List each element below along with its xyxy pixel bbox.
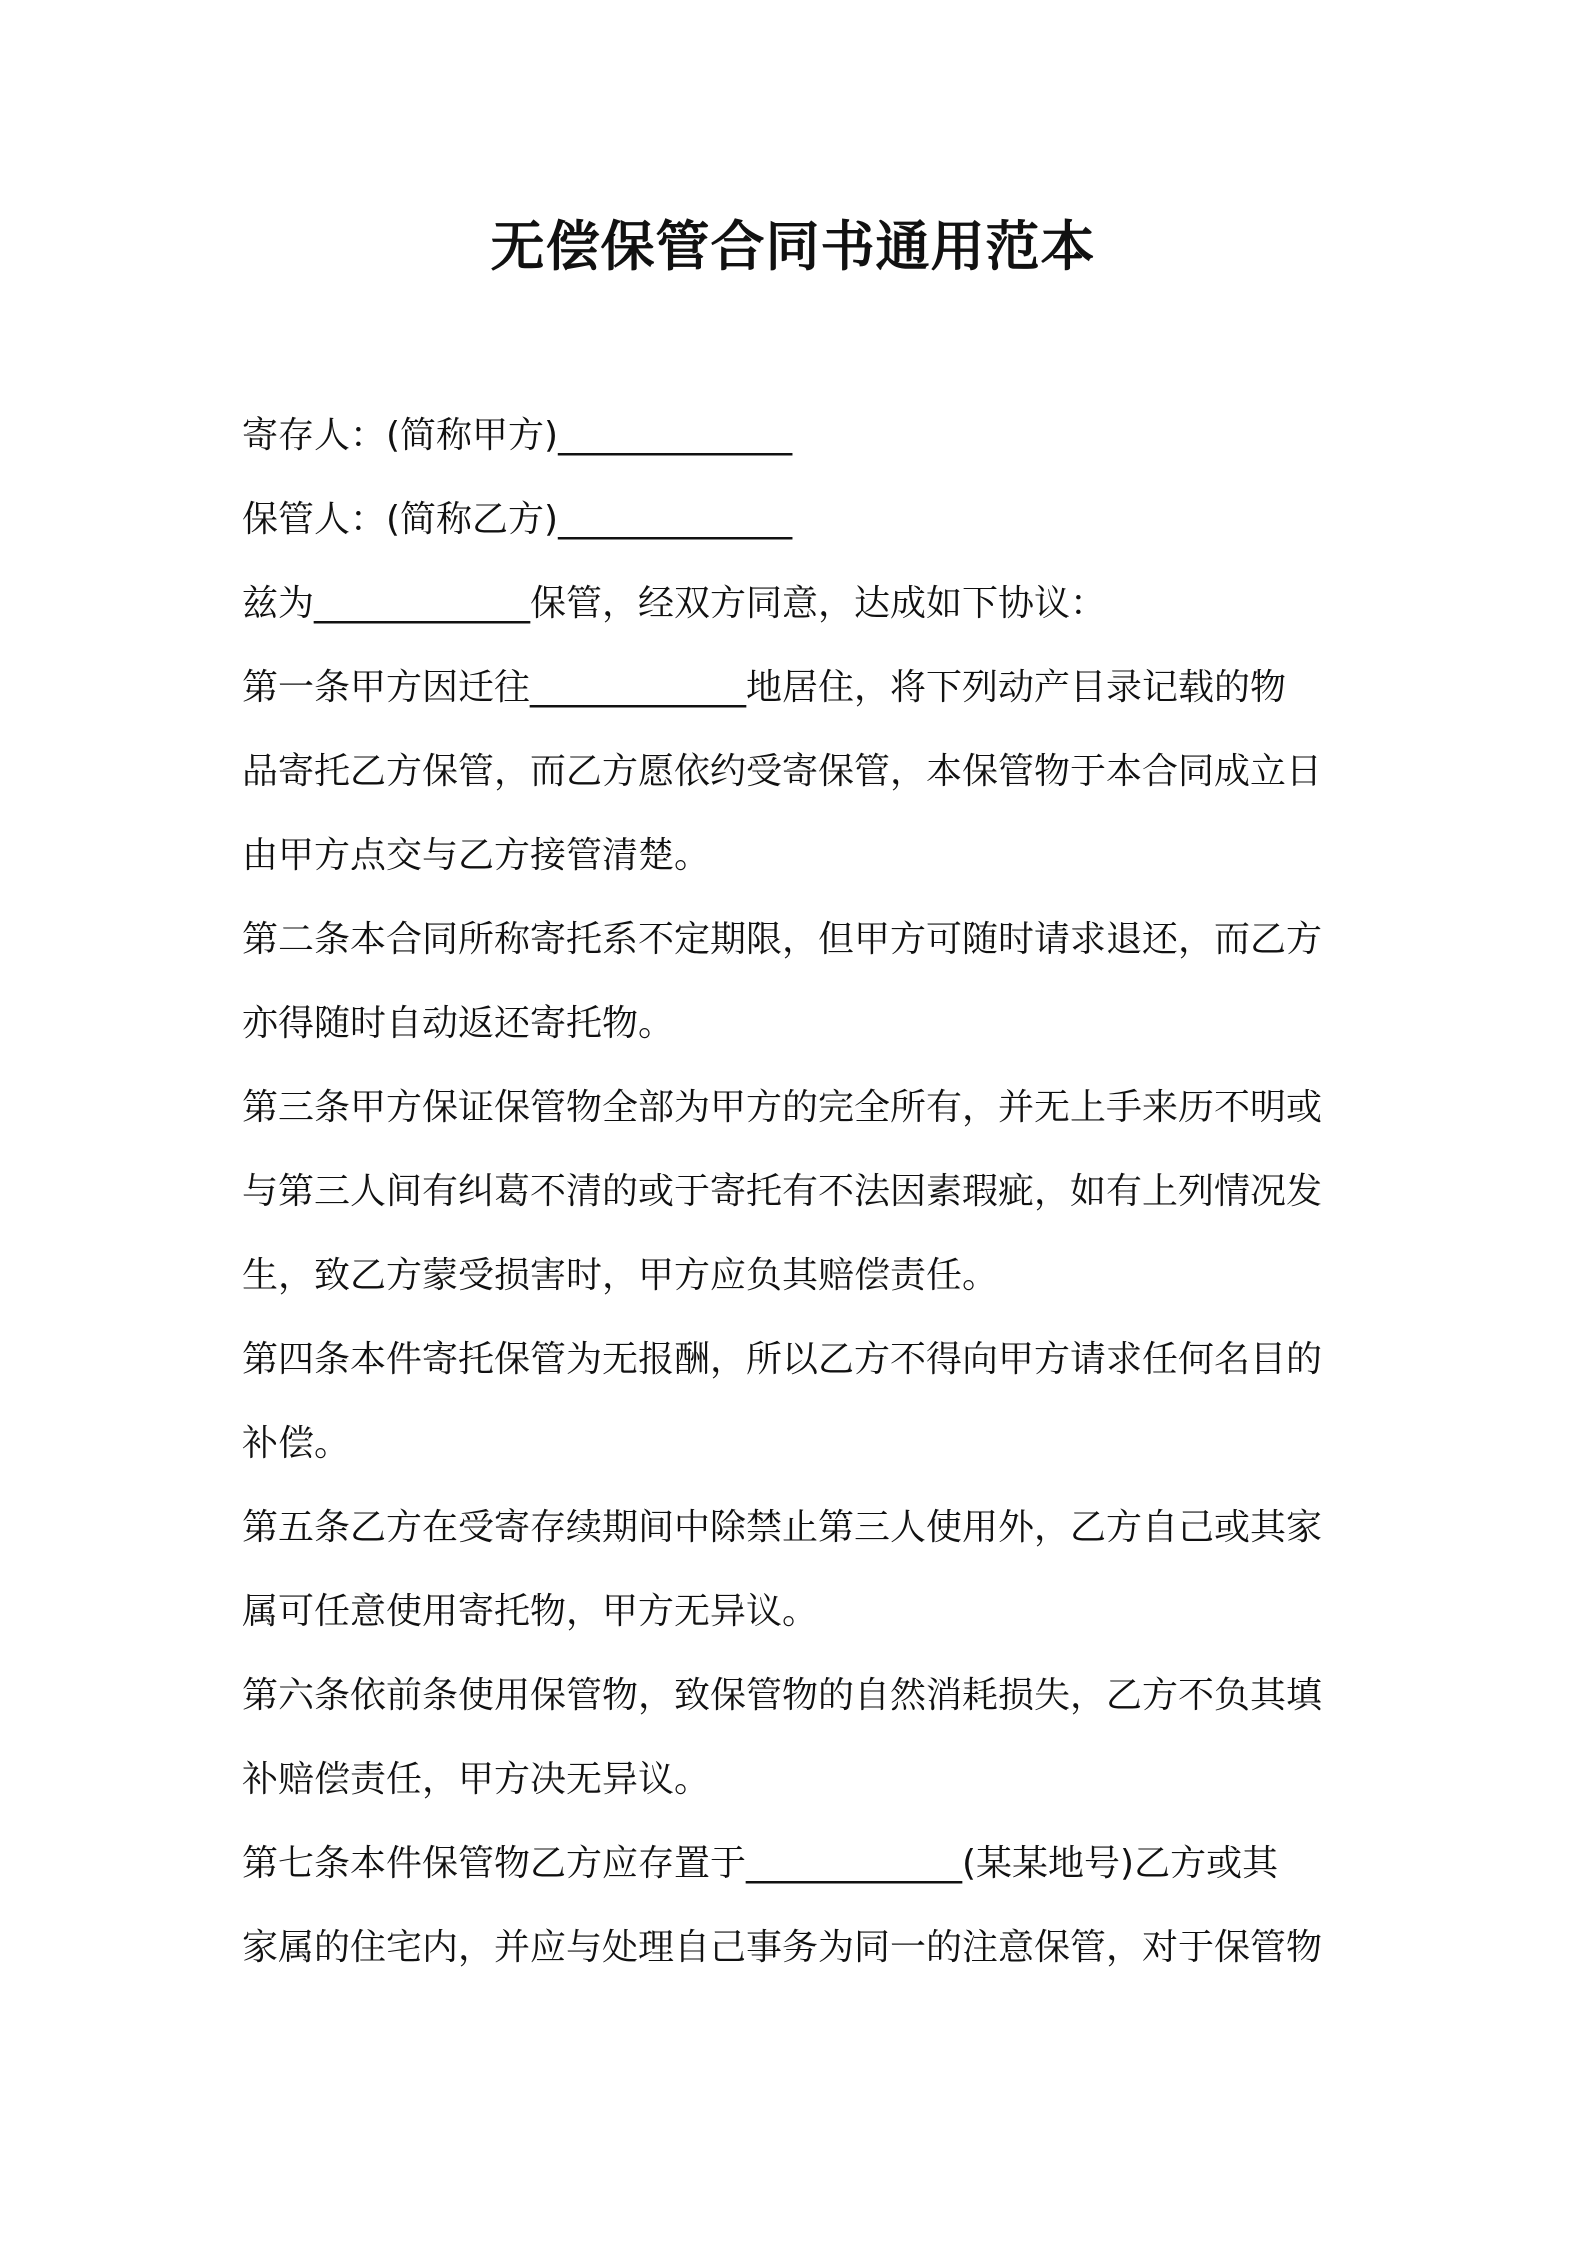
article-5-line-1: 第五条乙方在受寄存续期间中除禁止第三人使用外，乙方自己或其家: [242, 1507, 1323, 1548]
page-title: 无偿保管合同书通用范本: [490, 215, 1096, 278]
article-7-line-2: 家属的住宅内，并应与处理自己事务为同一的注意保管，对于保管物: [242, 1927, 1323, 1968]
article-1-line-1: 第一条甲方因迁往____________地居住，将下列动产目录记载的物: [242, 667, 1287, 708]
article-4-line-2: 补偿。: [242, 1423, 351, 1464]
article-5-line-2: 属可任意使用寄托物，甲方无异议。: [242, 1591, 819, 1632]
article-1-line-3: 由甲方点交与乙方接管清楚。: [242, 835, 711, 876]
article-1-line-2: 品寄托乙方保管，而乙方愿依约受寄保管，本保管物于本合同成立日: [242, 751, 1323, 792]
article-3-line-2: 与第三人间有纠葛不清的或于寄托有不法因素瑕疵，如有上列情况发: [242, 1171, 1323, 1212]
article-2-line-1: 第二条本合同所称寄托系不定期限，但甲方可随时请求退还，而乙方: [242, 919, 1323, 960]
article-4-line-1: 第四条本件寄托保管为无报酬，所以乙方不得向甲方请求任何名目的: [242, 1339, 1323, 1380]
custodian-line: 保管人：(简称乙方)_____________: [242, 499, 793, 540]
article-6-line-2: 补赔偿责任，甲方决无异议。: [242, 1759, 711, 1800]
article-2-line-2: 亦得随时自动返还寄托物。: [242, 1003, 675, 1044]
article-6-line-1: 第六条依前条使用保管物，致保管物的自然消耗损失，乙方不负其填: [242, 1675, 1323, 1716]
article-3-line-3: 生，致乙方蒙受损害时，甲方应负其赔偿责任。: [242, 1255, 999, 1296]
article-3-line-1: 第三条甲方保证保管物全部为甲方的完全所有，并无上手来历不明或: [242, 1087, 1323, 1128]
preamble-line: 兹为____________保管，经双方同意，达成如下协议：: [242, 583, 1107, 624]
article-7-line-1: 第七条本件保管物乙方应存置于____________(某某地号)乙方或其: [242, 1843, 1279, 1884]
depositor-line: 寄存人：(简称甲方)_____________: [242, 415, 793, 456]
